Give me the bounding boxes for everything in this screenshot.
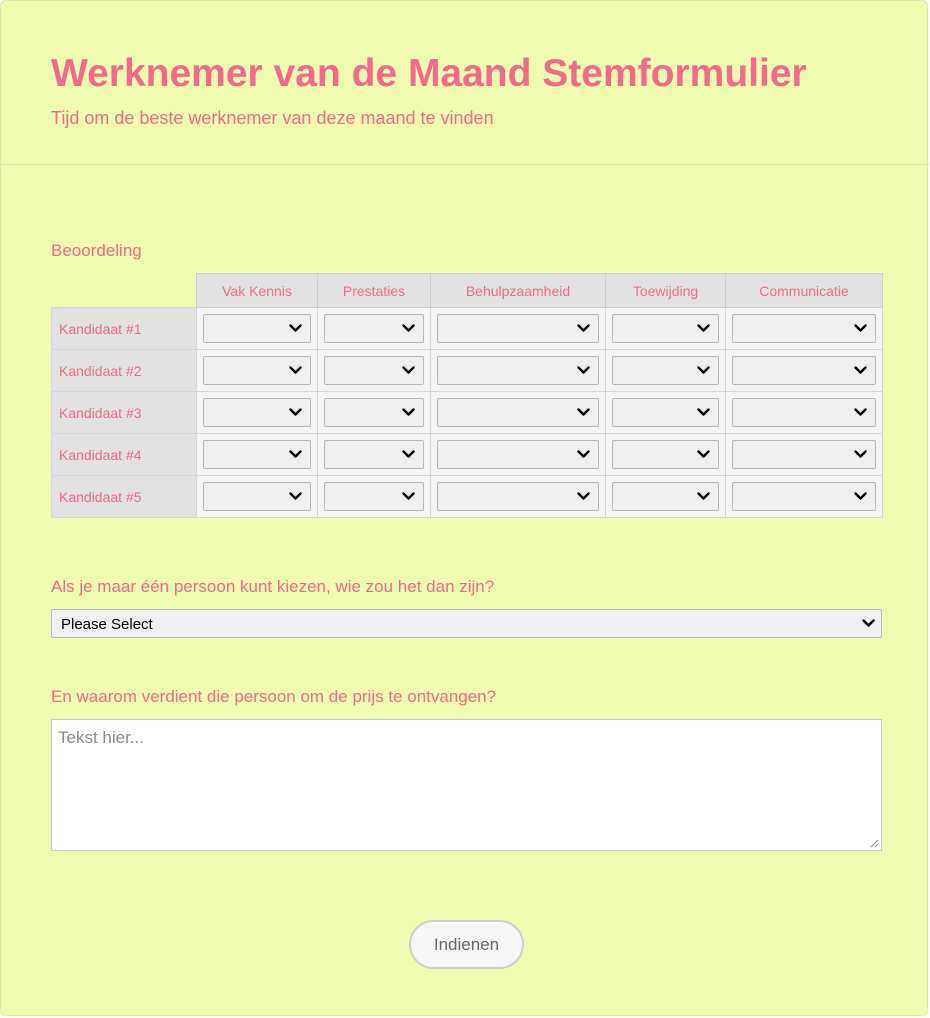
chevron-down-icon [402,450,415,459]
chevron-down-icon [577,450,590,459]
choice-question-label: Als je maar één persoon kunt kiezen, wie zou het dan zijn? [51,577,495,596]
rating-select[interactable] [324,314,424,343]
chevron-down-icon [577,366,590,375]
rating-select[interactable] [203,482,311,511]
chevron-down-icon [862,619,875,628]
matrix-cell [197,434,318,476]
candidate-select[interactable] [51,609,882,638]
matrix-cell [726,392,883,434]
matrix-cell [197,350,318,392]
chevron-down-icon [697,366,710,375]
matrix-cell [197,392,318,434]
candidate-select-value: Please Select [61,616,153,633]
rating-select[interactable] [324,398,424,427]
rating-select[interactable] [612,356,719,385]
matrix-cell [726,350,883,392]
row-label: Kandidaat #3 [52,392,197,434]
column-header: Communicatie [726,274,883,308]
rating-select[interactable] [732,356,876,385]
matrix-row [52,392,883,434]
rating-select[interactable] [732,440,876,469]
rating-select[interactable] [437,440,599,469]
rating-select[interactable] [612,398,719,427]
column-header: Vak Kennis [197,274,318,308]
matrix-row [52,350,883,392]
matrix-row [52,476,883,518]
matrix-cell [318,350,431,392]
chevron-down-icon [289,492,302,501]
chevron-down-icon [854,366,867,375]
reason-textarea[interactable] [51,719,882,851]
reason-question-label: En waarom verdient die persoon om de prijs te ontvangen? [51,687,497,706]
row-label: Kandidaat #2 [52,350,197,392]
chevron-down-icon [854,450,867,459]
matrix-cell [431,476,606,518]
matrix-cell [606,392,726,434]
form-header [1,1,929,165]
rating-select[interactable] [612,482,719,511]
chevron-down-icon [289,408,302,417]
form-title: Werknemer van de Maand Stemformulier [51,52,807,95]
chevron-down-icon [854,492,867,501]
matrix-cell [431,350,606,392]
matrix-cell [431,392,606,434]
rating-select[interactable] [203,398,311,427]
rating-matrix [51,273,883,518]
matrix-cell [431,308,606,350]
chevron-down-icon [289,366,302,375]
rating-select[interactable] [437,356,599,385]
rating-select[interactable] [324,440,424,469]
column-header: Behulpzaamheid [431,274,606,308]
rating-select[interactable] [203,356,311,385]
chevron-down-icon [402,324,415,333]
rating-select[interactable] [732,398,876,427]
chevron-down-icon [289,450,302,459]
row-label: Kandidaat #1 [52,308,197,350]
rating-select[interactable] [612,440,719,469]
chevron-down-icon [854,408,867,417]
matrix-cell [318,476,431,518]
chevron-down-icon [697,450,710,459]
chevron-down-icon [402,492,415,501]
row-label: Kandidaat #5 [52,476,197,518]
rating-select[interactable] [437,398,599,427]
resize-handle-icon[interactable] [870,839,879,848]
chevron-down-icon [697,408,710,417]
chevron-down-icon [577,408,590,417]
matrix-cell [318,308,431,350]
column-header: Prestaties [318,274,431,308]
matrix-cell [197,308,318,350]
reason-placeholder: Tekst hier... [58,728,144,747]
rating-select[interactable] [203,314,311,343]
rating-select[interactable] [437,482,599,511]
matrix-cell [606,476,726,518]
rating-select[interactable] [324,482,424,511]
rating-select[interactable] [203,440,311,469]
chevron-down-icon [402,366,415,375]
rating-label: Beoordeling [51,241,142,260]
column-header: Toewijding [606,274,726,308]
matrix-cell [431,434,606,476]
matrix-header-row [52,274,883,308]
matrix-row [52,434,883,476]
row-label: Kandidaat #4 [52,434,197,476]
rating-select[interactable] [732,482,876,511]
chevron-down-icon [697,324,710,333]
chevron-down-icon [577,324,590,333]
submit-button[interactable]: Indienen [409,920,524,969]
matrix-corner [52,274,197,308]
chevron-down-icon [854,324,867,333]
matrix-cell [318,392,431,434]
rating-select[interactable] [732,314,876,343]
matrix-cell [726,308,883,350]
matrix-cell [606,434,726,476]
matrix-cell [606,308,726,350]
matrix-cell [726,434,883,476]
form-subtitle: Tijd om de beste werknemer van deze maand te vinden [51,108,494,128]
matrix-row [52,308,883,350]
matrix-cell [318,434,431,476]
chevron-down-icon [402,408,415,417]
rating-select[interactable] [324,356,424,385]
matrix-cell [606,350,726,392]
chevron-down-icon [697,492,710,501]
chevron-down-icon [289,324,302,333]
matrix-cell [726,476,883,518]
chevron-down-icon [577,492,590,501]
matrix-cell [197,476,318,518]
rating-select[interactable] [612,314,719,343]
rating-select[interactable] [437,314,599,343]
